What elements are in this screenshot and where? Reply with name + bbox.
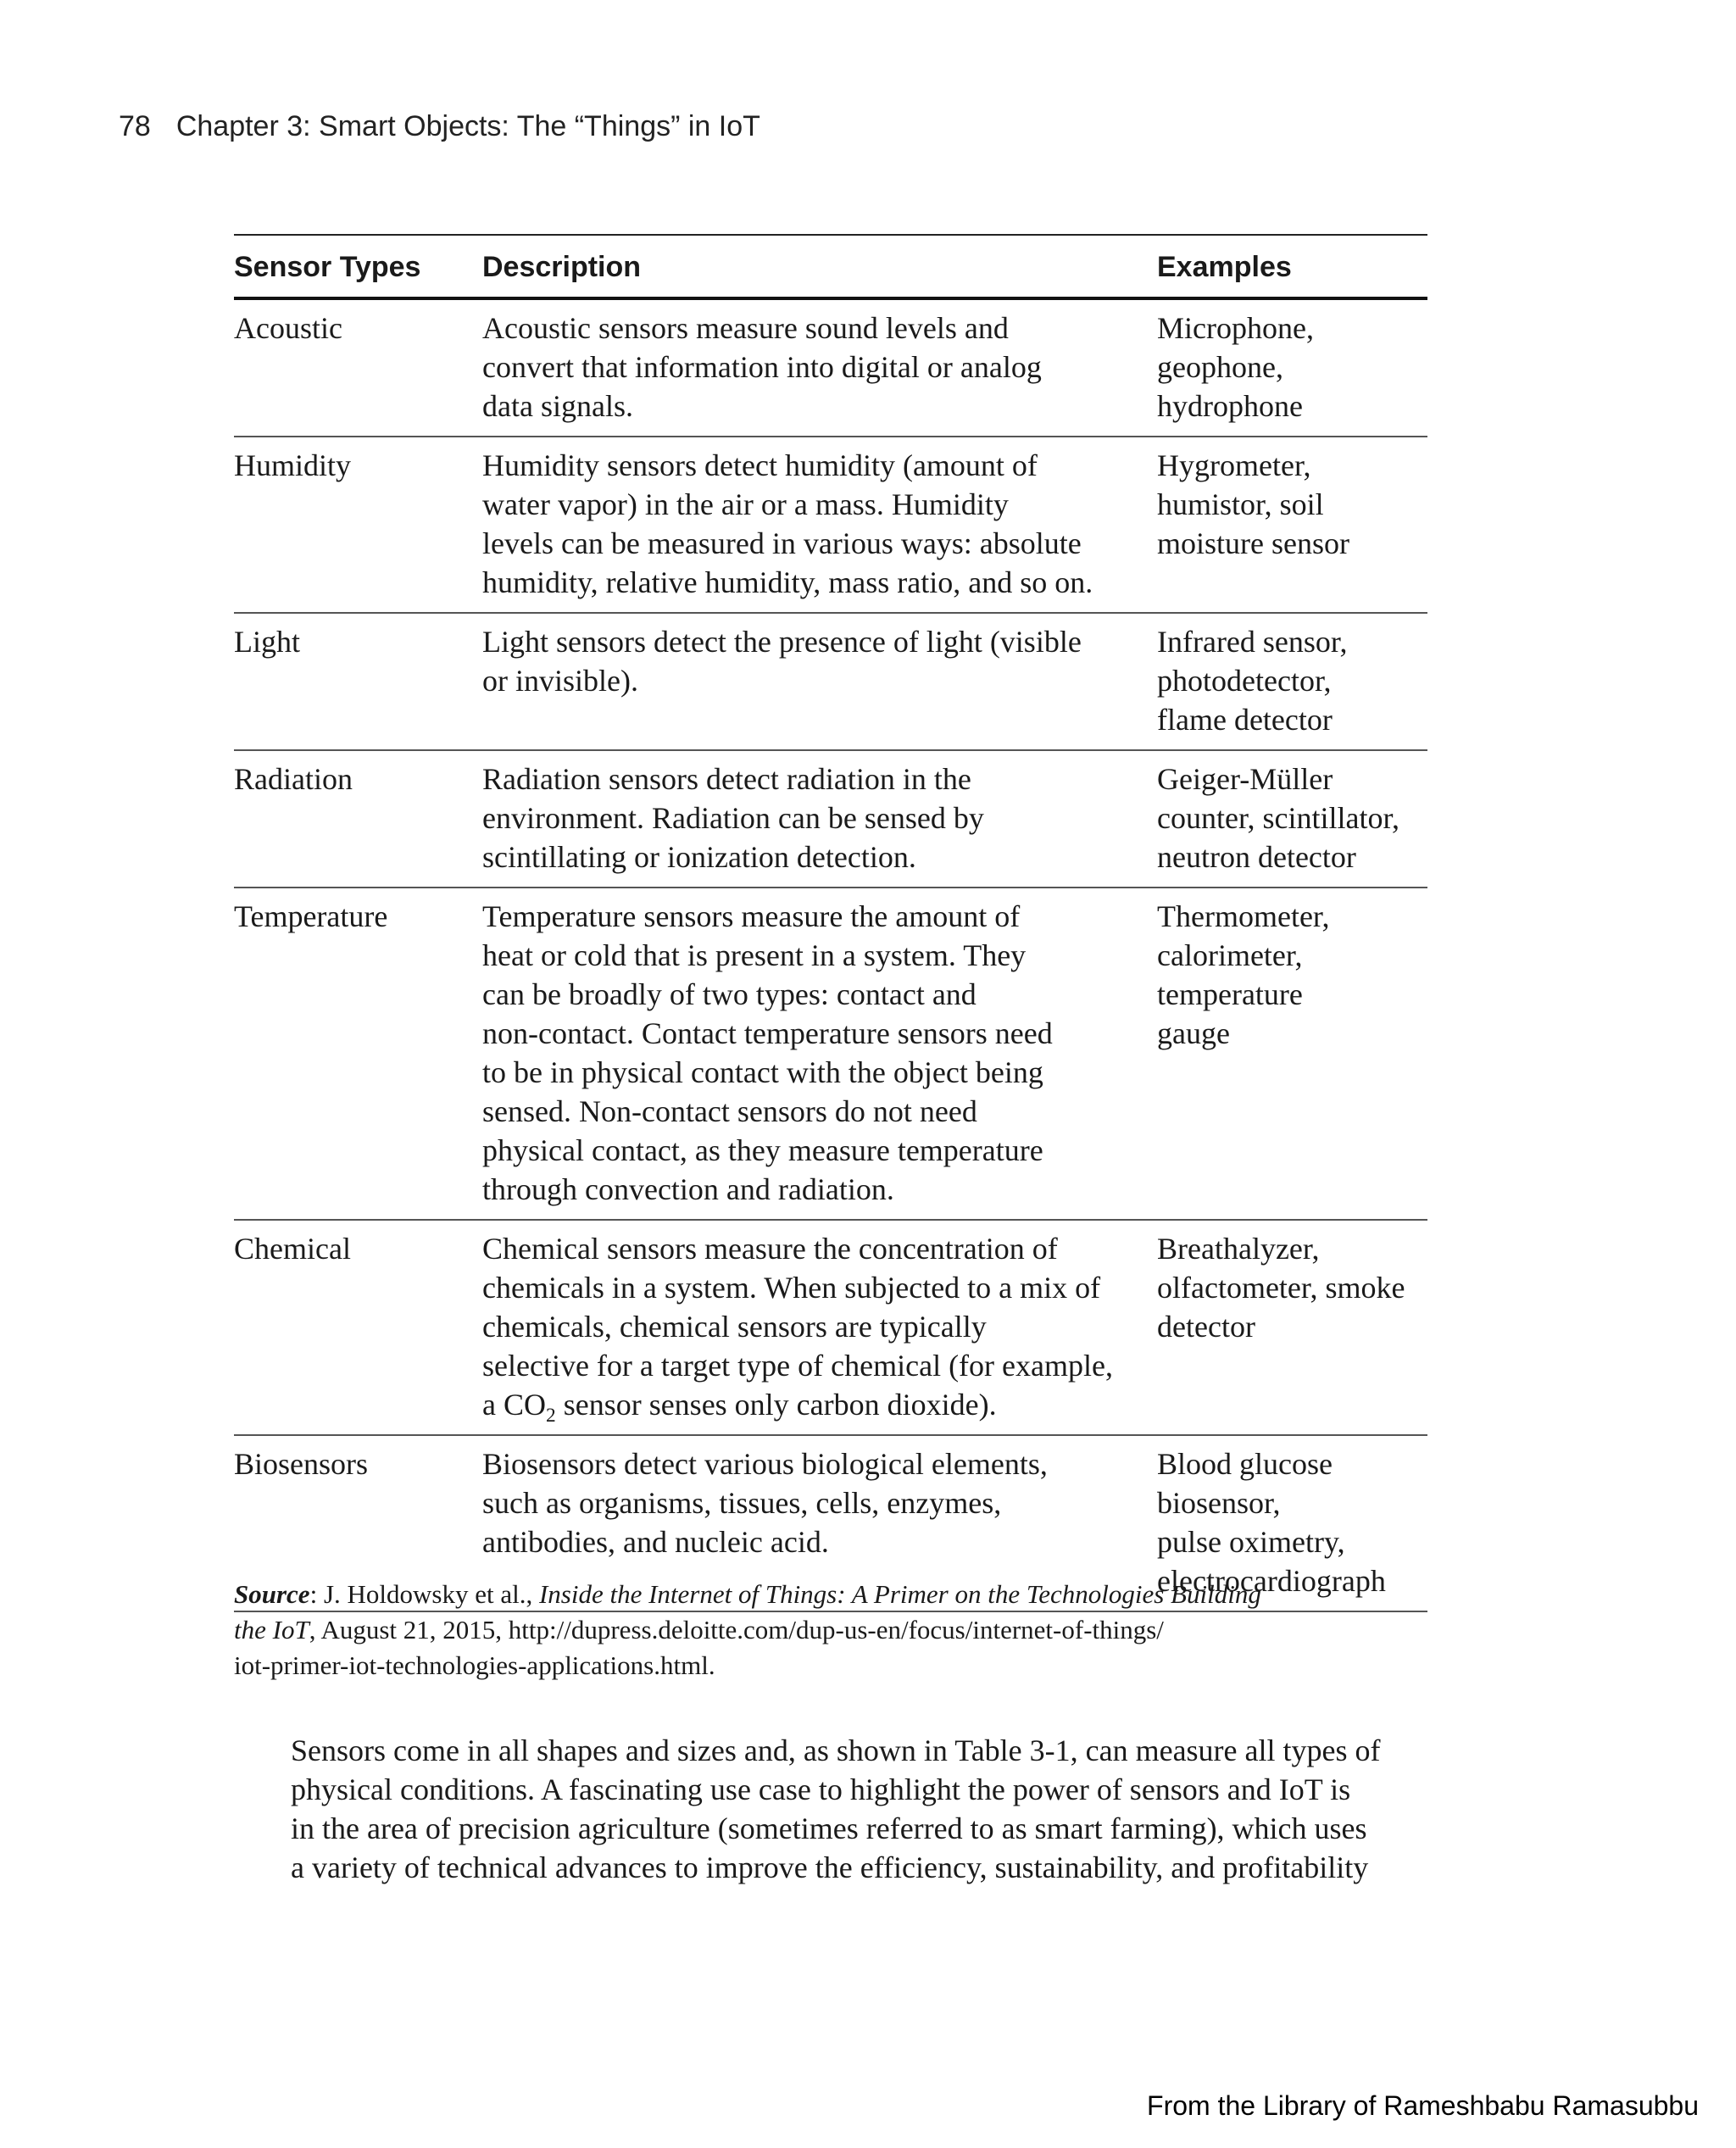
cell-sensor-type: Temperature [234,888,482,1220]
cell-sensor-type: Radiation [234,750,482,888]
cell-description: Biosensors detect various biological elements, such as organisms, tissues, cells, enzymes, antibodies, and nucleic acid. [482,1435,1157,1611]
chapter-title: Chapter 3: Smart Objects: The “Things” in IoT [175,110,760,142]
cell-description: Humidity sensors detect humidity (amount of water vapor) in the air or a mass. Humidity levels can be measured in various ways: absolute humidity, relative humidity, mass ratio, and so on. [482,437,1157,613]
cell-description: Temperature sensors measure the amount of heat or cold that is present in a system. They can be broadly of two types: contact and non-contact. Contact temperature sensors need to be in physical contact with the object being sensed. Non-contact sensors do not need physical contact, as they measure temperature through convection and radiation. [482,888,1157,1220]
cell-description [482,1220,1157,1435]
cell-sensor-type: Humidity [234,437,482,613]
cell-description: Light sensors detect the presence of light (visible or invisible). [482,613,1157,750]
source-label: Source [234,1579,310,1609]
sensor-types-table-container [234,234,1427,1612]
cell-description: Acoustic sensors measure sound levels and convert that information into digital or analog data signals. [482,298,1157,437]
cell-examples: Microphone, geophone, hydrophone [1157,298,1427,437]
table-row [234,437,1427,613]
table-row [234,298,1427,437]
cell-examples: Breathalyzer, olfactometer, smoke detector [1157,1220,1427,1435]
header-examples: Examples [1157,235,1427,298]
cell-sensor-type: Acoustic [234,298,482,437]
source-title: Inside the Internet of Things: A Primer on the Technologies Building the IoT [234,1579,1261,1644]
body-paragraph: Sensors come in all shapes and sizes and, as shown in Table 3-1, can measure all types of physical conditions. A fascinating use case to highlight the power of sensors and IoT is in the area of precision agriculture (sometimes referred to as smart farming), which uses a variety of technical advances to improve the efficiency, sustainability, and profitability [291,1733,1381,1884]
table-row [234,750,1427,888]
page-number: 78 [119,110,151,142]
table-source-note [234,1577,1455,1683]
header-description: Description [482,235,1157,298]
cell-examples: Geiger-Müller counter, scintillator, neutron detector [1157,750,1427,888]
library-footer: From the Library of Rameshbabu Ramasubbu [1147,2090,1699,2121]
table-row [234,888,1427,1220]
cell-examples: Thermometer, calorimeter, temperature gauge [1157,888,1427,1220]
cell-examples: Hygrometer, humistor, soil moisture sensor [1157,437,1427,613]
cell-examples: Infrared sensor, photodetector, flame detector [1157,613,1427,750]
source-authors: : J. Holdowsky et al., [309,1579,539,1609]
header-sensor-types: Sensor Types [234,235,482,298]
cell-sensor-type: Chemical [234,1220,482,1435]
cell-sensor-type: Light [234,613,482,750]
table-row [234,1220,1427,1435]
chemical-desc-text: Chemical sensors measure the concentration of chemicals in a system. When subjected to a mix of chemicals, chemical sensors are typically selective for a target type of chemical (for example, a CO [482,1232,1113,1422]
cell-examples: Blood glucose biosensor, pulse oximetry, electrocardiograph [1157,1435,1427,1611]
source-details: , August 21, 2015, http://dupress.deloitte.com/dup-us-en/focus/internet-of-things/ iot-primer-iot-technologies-applications.html. [234,1615,1164,1680]
table-row [234,613,1427,750]
co2-subscript: 2 [546,1405,556,1427]
running-head [119,110,760,143]
cell-description: Radiation sensors detect radiation in the environment. Radiation can be sensed by scintillating or ionization detection. [482,750,1157,888]
cell-sensor-type: Biosensors [234,1435,482,1611]
chemical-desc-text-end: sensor senses only carbon dioxide). [555,1388,997,1422]
table-header-row [234,235,1427,298]
sensor-types-table [234,234,1427,1612]
